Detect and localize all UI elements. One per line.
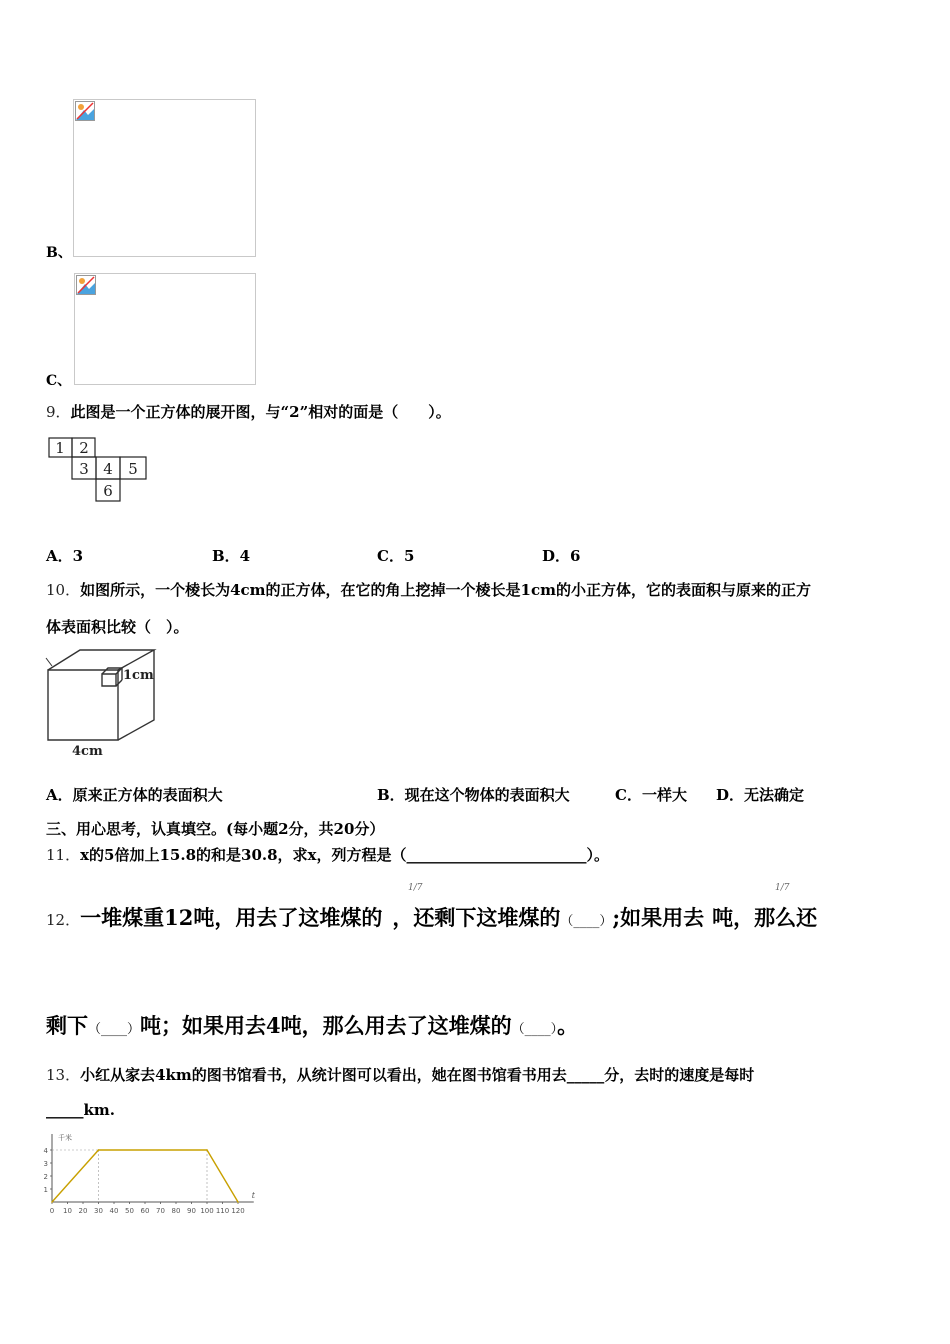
question-9 <box>46 401 451 422</box>
x-tick-label: 20 <box>78 1207 88 1215</box>
x-tick-label: 70 <box>156 1207 165 1215</box>
question-12-line-1 <box>46 902 817 932</box>
question-13-line-1 <box>46 1064 754 1085</box>
x-tick-label: 100 <box>200 1207 214 1215</box>
section-3-heading: 三、用心思考，认真填空。(每小题2分，共20分） <box>46 820 385 838</box>
question-10-number: 10． <box>46 581 81 599</box>
question-11-number: 11． <box>46 846 81 864</box>
cube-top-face <box>48 650 154 670</box>
x-tick-label: 30 <box>94 1207 103 1215</box>
question-9-option-b: B．4 <box>212 547 251 565</box>
x-tick-label: 0 <box>49 1207 55 1215</box>
option-c-label: C、 <box>46 373 72 389</box>
x-tick-label: 10 <box>63 1207 72 1215</box>
y-tick-label: 3 <box>43 1160 48 1168</box>
broken-image-icon <box>75 101 95 121</box>
question-12-blank-2: （____） <box>88 1022 141 1037</box>
question-13-line-2: _____km. <box>46 1101 115 1119</box>
option-c-image <box>74 273 256 385</box>
question-10-option-b: B．现在这个物体的表面积大 <box>377 786 570 804</box>
fraction-1: 1/7 <box>408 883 423 893</box>
broken-image-icon <box>76 275 96 295</box>
question-12-part-1: 一堆煤重12吨，用去了这堆煤的 <box>80 905 383 930</box>
question-12-part-3: ;如果用去 <box>612 905 705 930</box>
distance-time-chart <box>40 1130 270 1218</box>
question-9-number: 9． <box>46 403 71 421</box>
option-b-label: B、 <box>46 245 72 261</box>
data-point <box>237 1201 239 1203</box>
x-tick-label: 60 <box>140 1207 150 1215</box>
label-1cm: 1cm <box>123 668 154 683</box>
question-10-option-d: D．无法确定 <box>716 786 805 804</box>
question-11-text: x的5倍加上15.8的和是30.8，求x，列方程是（________________________）。 <box>80 846 609 864</box>
x-tick-label: 40 <box>109 1207 119 1215</box>
question-12-line2-part-2: 吨；如果用去4吨，那么用去了这堆煤的 <box>140 1013 512 1038</box>
question-11 <box>46 844 609 865</box>
question-12-line2-end: 。 <box>557 1013 579 1038</box>
data-point <box>51 1201 53 1203</box>
question-12-blank-1: （____） <box>560 914 613 929</box>
cube-net-figure <box>47 436 151 506</box>
x-tick-label: 80 <box>171 1207 181 1215</box>
question-9-text: 此图是一个正方体的展开图，与“2”相对的面是（ ）。 <box>70 403 451 421</box>
x-tick-label: 120 <box>231 1207 245 1215</box>
question-10-option-a: A．原来正方体的表面积大 <box>46 786 223 804</box>
fraction-2: 1/7 <box>775 883 790 893</box>
label-4cm: 4cm <box>72 744 103 758</box>
question-10-line-1 <box>46 579 811 600</box>
question-10-option-c: C．一样大 <box>615 786 687 804</box>
y-tick-label: 1 <box>43 1186 48 1194</box>
question-12-part-2: ，还剩下这堆煤的 <box>392 905 561 930</box>
question-12-number: 12． <box>46 911 81 929</box>
question-13-text-1: 小红从家去4km的图书馆看书，从统计图可以看出，她在图书馆看书用去_____分，去时的速度是每时 <box>80 1066 755 1084</box>
y-tick-label: 2 <box>43 1173 48 1181</box>
small-cube-front <box>102 674 116 686</box>
cube-figure <box>44 648 164 758</box>
net-label-2: 2 <box>79 439 89 457</box>
question-12-line-2 <box>46 1010 578 1040</box>
option-b-image <box>73 99 256 257</box>
x-tick-label: 50 <box>125 1207 134 1215</box>
cube-right-face <box>118 650 154 740</box>
data-point <box>206 1149 208 1151</box>
net-label-5: 5 <box>128 460 138 478</box>
question-12-part-4: 吨，那么还 <box>712 905 818 930</box>
question-12-blank-3: （____） <box>511 1022 558 1037</box>
cube-front-face <box>48 670 118 740</box>
net-label-3: 3 <box>79 460 89 478</box>
data-point <box>98 1149 100 1151</box>
question-10-line-2: 体表面积比较（ ）。 <box>46 618 189 636</box>
question-10-text-1: 如图所示，一个棱长为4cm的正方体，在它的角上挖掉一个棱长是1cm的小正方体，它的表面积与原来的正方 <box>80 581 811 599</box>
question-9-option-a: A．3 <box>46 547 84 565</box>
question-9-option-d: D．6 <box>542 547 581 565</box>
question-9-option-c: C．5 <box>377 547 415 565</box>
net-label-6: 6 <box>103 482 113 500</box>
net-label-1: 1 <box>55 439 65 457</box>
series-line <box>52 1150 238 1202</box>
x-axis-label: t <box>251 1191 255 1200</box>
y-axis-label: 千米 <box>58 1134 72 1142</box>
x-tick-label: 110 <box>215 1207 230 1215</box>
x-tick-label: 90 <box>187 1207 196 1215</box>
net-label-4: 4 <box>103 460 113 478</box>
y-tick-label: 4 <box>43 1147 48 1155</box>
question-12-line2-part-1: 剩下 <box>46 1013 88 1038</box>
question-13-number: 13． <box>46 1066 81 1084</box>
